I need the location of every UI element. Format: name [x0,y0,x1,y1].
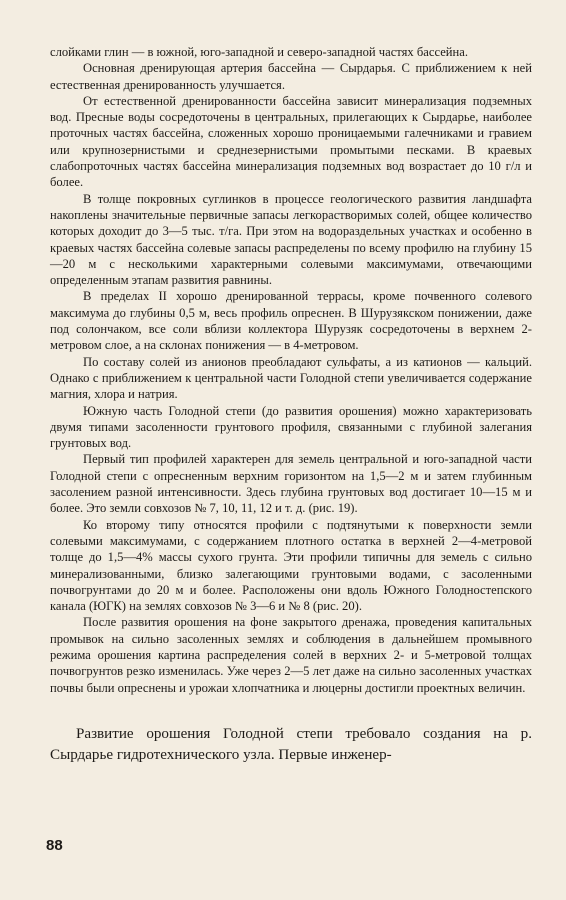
paragraph-drainage-artery: Основная дренирующая артерия бассейна — Сырдарья. С приближением к ней естественная дренированность улучшается. [50,61,532,92]
paragraph-after-irrigation: После развития орошения на фоне закрытого дренажа, проведения капитальных промывок на сильно засоленных землях и соблюдения в дальнейшем промывного режима орошения картина распределения солей в верхних 2- и 5-метровой толщах почвогрунтов резко изменилась. Уже через 2—5 лет даже на сильно засоленных участках почвы были опреснены и урожаи хлопчатника и люцерны достигли проектных величин. [50,615,532,695]
page-number: 88 [46,837,63,854]
paragraph-second-type: Ко второму типу относятся профили с подтянутыми к поверхности земли солевыми максимумами, с содержанием плотного остатка в верхней 2—4-метровой толще до 1,5—4% массы сухого грунта. Эти профили типичны для земель с сильно минерализованными, близко залегающими грунтовыми водами, с засоленными почвогрунтами до 20 м и более. Расположены они вдоль Южного Голодностепского канала (ЮГК) на землях совхозов № 3—6 и № 8 (рис. 20). [50,517,532,614]
main-text-block [50,44,532,696]
paragraph-salt-reserves: В толще покровных суглинков в процессе геологического развития ландшафта накоплены значительные первичные запасы легкорастворимых солей, общее количество которых доходит до 3—5 тыс. т/га. При этом на водораздельных участках и особенно в краевых частях бассейна солевые запасы распределены по всему профилю на глубину 15—20 м с несколькими характерными солевыми максимумами, отвечающими определенным этапам развития равнины. [50,191,532,288]
paragraph-mineralization: От естественной дренированности бассейна зависит минерализация подземных вод. Пресные воды сосредоточены в центральных, прилегающих к Сырдарье, наиболее проточных частях бассейна, сложенных хорошо проницаемыми галечниками и гравием или крупнозернистыми и среднезернистыми промытыми песками. В краевых слабопроточных частях бассейна минерализация подземных вод возрастает до 10 г/л и более. [50,93,532,190]
section-gap [50,696,532,724]
large-text-block [50,724,532,766]
paragraph-hydro-node: Развитие орошения Голодной степи требовало создания на р. Сырдарье гидротехнического узла. Первые инженер- [50,725,532,763]
paragraph-terrace: В пределах II хорошо дренированной террасы, кроме почвенного солевого максимума до глубины 0,5 м, весь профиль опреснен. В Шурузякском понижении, даже под солончаком, все соли вблизи коллектора Шурузяк сосредоточены в верхнем 2-метровом слое, а на склонах понижения — в 4-метровом. [50,289,532,353]
paragraph-first-type: Первый тип профилей характерен для земель центральной и юго-западной части Голодной степи с опресненным верхним горизонтом на 1,5—2 м и затем глубинным засолением разной интенсивности. Здесь глубина грунтовых вод достигает 10—15 м и более. Это земли совхозов № 7, 10, 11, 12 и т. д. (рис. 19). [50,452,532,516]
paragraph-salt-composition: По составу солей из анионов преобладают сульфаты, а из катионов — кальций. Однако с приближением к центральной части Голодной степи увеличивается содержание магния, хлора и натрия. [50,354,532,402]
paragraph-southern-part: Южную часть Голодной степи (до развития орошения) можно характеризовать двумя типами засоленности грунтового профиля, связанными с глубиной залегания грунтовых вод. [50,403,532,451]
paragraph-continued: слойками глин — в южной, юго-западной и северо-западной частях бассейна. [50,45,468,59]
